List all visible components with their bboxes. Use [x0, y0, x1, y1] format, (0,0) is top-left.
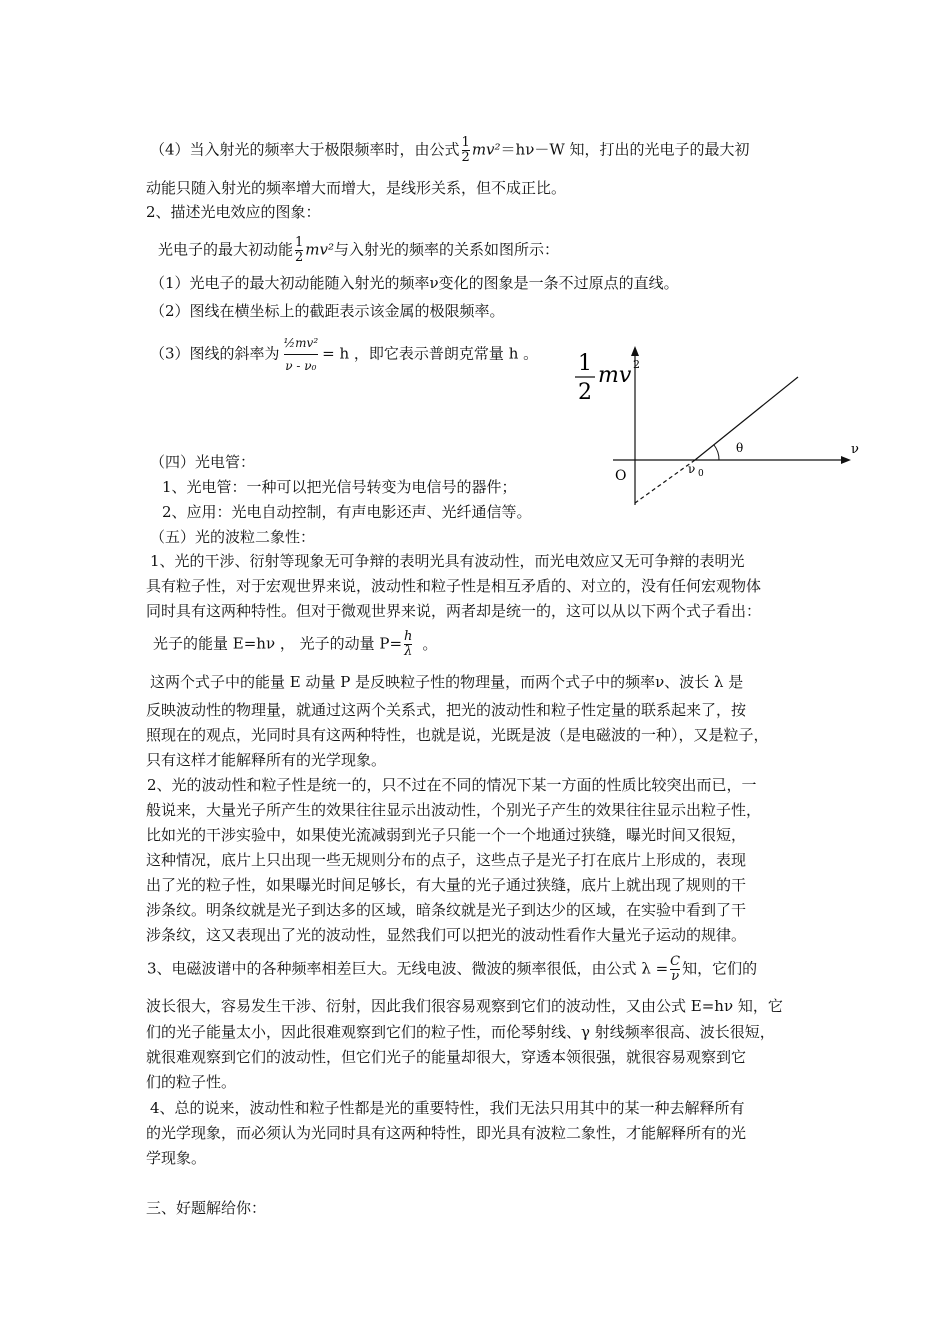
text-line: 只有这样才能解释所有的光学现象。 — [146, 751, 387, 769]
text-line: 1、光的干涉、衍射等现象无可争辩的表明光具有波动性，而光电效应又无可争辩的表明光 — [150, 552, 745, 570]
text-line: 1、光电管：一种可以把光信号转变为电信号的器件； — [162, 478, 517, 496]
text-line: 学现象。 — [146, 1149, 207, 1167]
text-line: 波长很大，容易发生干涉、衍射，因此我们很容易观察到它们的波动性，又由公式 E=hν 知，它 — [146, 997, 783, 1015]
section-heading: 三、好题解给你： — [146, 1199, 267, 1217]
fraction-half: $\frac{1}{2}$ — [461, 135, 470, 165]
section-heading: （五）光的波粒二象性： — [150, 528, 316, 546]
text-line: 们的光子能量太小，因此很难观察到它们的粒子性，而伦琴射线、γ 射线频率很高、波长很短， — [146, 1023, 775, 1041]
section-heading: （四）光电管： — [150, 453, 256, 471]
text-line: 2、应用：光电自动控制，有声电影还声、光纤通信等。 — [162, 503, 532, 521]
fraction-c-nu: $\frac{C}{\nu}$ — [670, 954, 681, 984]
graph-extension — [635, 460, 695, 503]
photoelectric-graph — [565, 340, 865, 510]
text-line: 般说来，大量光子所产生的效果往往显示出波动性，个别光子产生的效果往往显示出粒子性， — [146, 801, 762, 819]
y-axis-label-num: 1 — [578, 351, 592, 376]
text-line: （2）图线在横坐标上的截距表示该金属的极限频率。 — [150, 302, 505, 320]
text-line-formula: 光电子的最大初动能 $\frac{1}{2}$ mv²与入射光的频率的关系如图所示： — [158, 235, 560, 265]
text-line: 4、总的说来，波动性和粒子性都是光的重要特性，我们无法只用其中的某一种去解释所有 — [150, 1099, 745, 1117]
fraction-h-lambda: $\frac{h}{\lambda}$ — [404, 629, 413, 659]
text-line-formula: 光子的能量 E=hν ， 光子的动量 P= $\frac{h}{\lambda}$ 。 — [153, 629, 438, 659]
slope-fraction: $\frac{\text{½mv²}}{\text{ν - ν₀}}$ — [284, 332, 319, 377]
graph-line — [695, 377, 798, 460]
section-heading: 2、描述光电效应的图象： — [146, 203, 321, 221]
y-axis-label-den: 2 — [578, 380, 592, 405]
angle-arc — [714, 445, 719, 460]
text-line: 2、光的波动性和粒子性是统一的，只不过在不同的情况下某一方面的性质比较突出而已，一 — [147, 776, 757, 794]
text-line: （1）光电子的最大初动能随入射光的频率ν变化的图象是一条不过原点的直线。 — [150, 274, 679, 292]
x-axis-arrow — [841, 456, 851, 464]
text-line: 具有粒子性，对于宏观世界来说，波动性和粒子性是相互矛盾的、对立的，没有任何宏观物体 — [146, 577, 762, 595]
y-axis-label-sup: 2 — [633, 358, 640, 371]
text-line: 涉条纹。明条纹就是光子到达多的区域，暗条纹就是光子到达少的区域，在实验中看到了干 — [146, 901, 747, 919]
text-line: 照现在的观点，光同时具有这两种特性，也就是说，光既是波（是电磁波的一种），又是粒子， — [146, 726, 769, 744]
text-line: 们的粒子性。 — [146, 1073, 237, 1091]
text-line: 的光学现象，而必须认为光同时具有这两种特性，即光具有波粒二象性，才能解释所有的光 — [146, 1124, 747, 1142]
text-line: 比如光的干涉实验中，如果使光流减弱到光子只能一个一个地通过狭缝，曝光时间又很短， — [146, 826, 747, 844]
text-line: 动能只随入射光的频率增大而增大，是线形关系，但不成正比。 — [146, 179, 567, 197]
text-line: 反映波动性的物理量，就通过这两个关系式，把光的波动性和粒子性定量的联系起来了，按 — [146, 701, 747, 719]
text-line: 就很难观察到它们的波动性，但它们光子的能量却很大，穿透本领很强，就很容易观察到它 — [146, 1048, 747, 1066]
origin-label: O — [615, 468, 627, 484]
y-axis-label-mv: mv — [598, 363, 632, 388]
text-line: 出了光的粒子性，如果曝光时间足够长，有大量的光子通过狭缝，底片上就出现了规则的干 — [146, 876, 747, 894]
text-line: 这两个式子中的能量 E 动量 P 是反映粒子性的物理量，而两个式子中的频率ν、波长 λ 是 — [150, 673, 744, 691]
y-axis-arrow — [631, 346, 639, 356]
x-axis-label: ν — [851, 442, 859, 457]
text-line: 同时具有这两种特性。但对于微观世界来说，两者却是统一的，这可以从以下两个式子看出： — [146, 602, 762, 620]
text-line: 涉条纹，这又表现出了光的波动性，显然我们可以把光的波动性看作大量光子运动的规律。 — [146, 926, 747, 944]
fraction-half: $\frac{1}{2}$ — [295, 235, 304, 265]
slope-formula-line: （3）图线的斜率为 $\frac{\text{½mv²}}{\text{ν - ν₀}}$ = h ，即它表示普朗克常量 h 。 — [150, 332, 538, 377]
intercept-label: ν — [688, 462, 696, 476]
line-4-formula: （4）当入射光的频率大于极限频率时，由公式 $\frac{1}{2}$ mv²＝hν－W 知，打出的光电子的最大初 — [150, 135, 750, 165]
angle-label: θ — [736, 441, 744, 455]
text-line-formula: 3、电磁波谱中的各种频率相差巨大。无线电波、微波的频率很低，由公式 λ = $\frac{C}{\nu}$ 知，它们的 — [147, 954, 758, 984]
text-line: 这种情况，底片上只出现一些无规则分布的点子，这些点子是光子打在底片上形成的，表现 — [146, 851, 747, 869]
intercept-sub: 0 — [698, 469, 704, 479]
